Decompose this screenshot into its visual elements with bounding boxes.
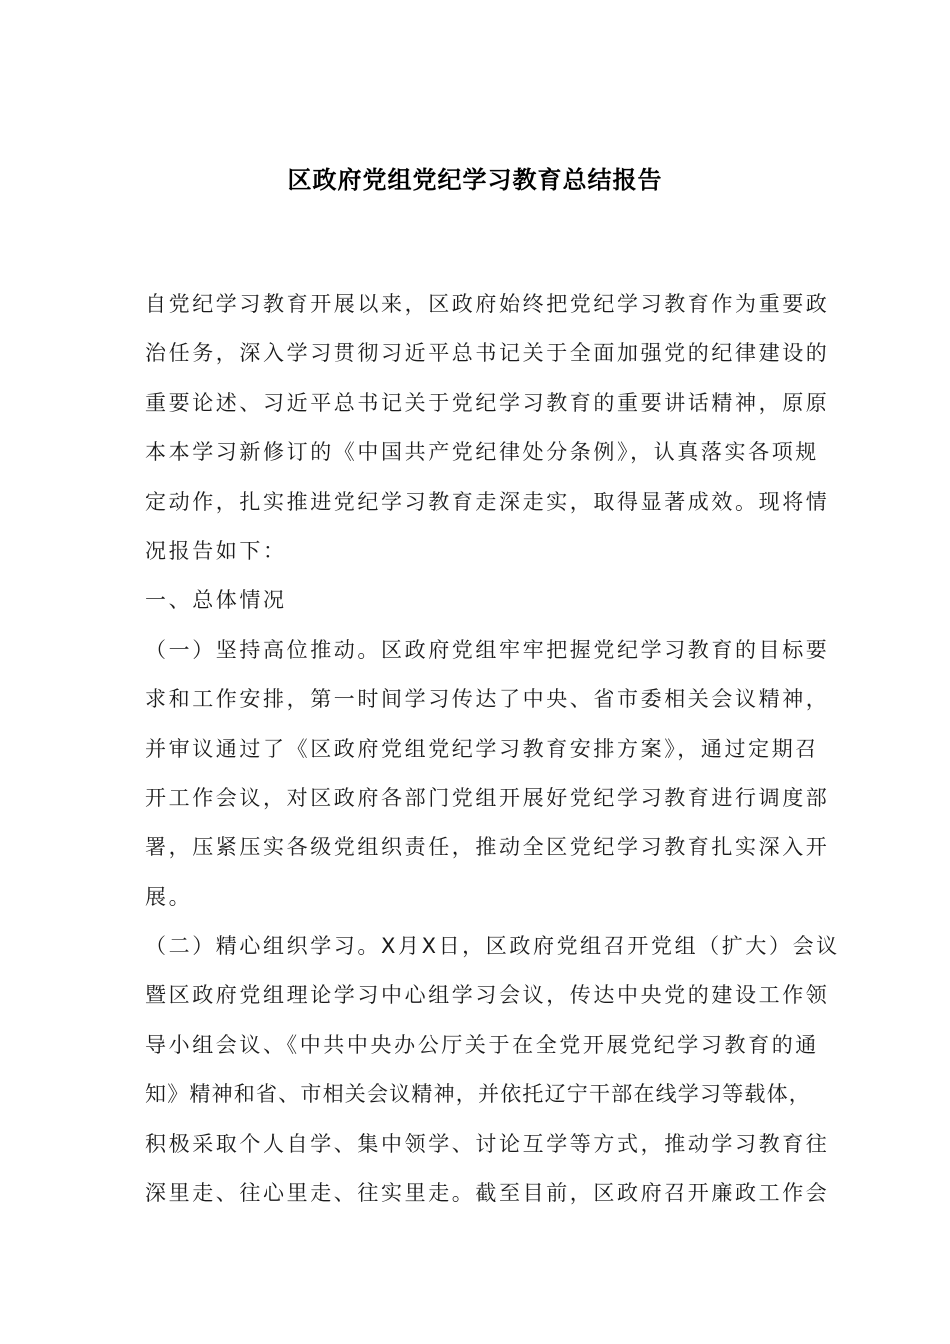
paragraph-line: （二）精心组织学习。X月X日，区政府党组召开党组（扩大）会议 (145, 934, 840, 959)
paragraph-line: 积极采取个人自学、集中领学、讨论互学等方式，推动学习教育往 (145, 1131, 830, 1156)
paragraph-line: 并审议通过了《区政府党组党纪学习教育安排方案》，通过定期召 (145, 736, 819, 761)
paragraph-line: 开工作会议，对区政府各部门党组开展好党纪学习教育进行调度部 (145, 785, 830, 810)
paragraph-line: 本本学习新修订的《中国共产党纪律处分条例》，认真落实各项规 (145, 440, 819, 465)
section-heading: 一、总体情况 (145, 588, 287, 613)
paragraph-line: 自党纪学习教育开展以来，区政府始终把党纪学习教育作为重要政 (145, 292, 830, 316)
paragraph-line: 重要论述、习近平总书记关于党纪学习教育的重要讲话精神，原原 (145, 390, 830, 415)
paragraph-line: 求和工作安排，第一时间学习传达了中央、省市委相关会议精神， (145, 687, 830, 712)
paragraph-line: （一）坚持高位推动。区政府党组牢牢把握党纪学习教育的目标要 (145, 637, 830, 662)
paragraph-line: 署，压紧压实各级党组织责任，推动全区党纪学习教育扎实深入开 (145, 835, 830, 860)
paragraph-line: 暨区政府党组理论学习中心组学习会议，传达中央党的建设工作领 (145, 983, 830, 1008)
document-body (145, 280, 840, 1218)
document-title: 区政府党组党纪学习教育总结报告 (287, 165, 663, 194)
paragraph-line: 知》精神和省、市相关会议精神，并依托辽宁干部在线学习等载体， (145, 1082, 811, 1107)
paragraph-line: 导小组会议、《中共中央办公厅关于在全党开展党纪学习教育的通 (145, 1032, 819, 1057)
paragraph-line: 治任务，深入学习贯彻习近平总书记关于全面加强党的纪律建设的 (145, 341, 830, 366)
paragraph-line: 展。 (145, 884, 193, 909)
paragraph-line: 定动作，扎实推进党纪学习教育走深走实，取得显著成效。现将情 (145, 489, 830, 514)
paragraph-line: 深里走、往心里走、往实里走。截至目前，区政府召开廉政工作会 (145, 1181, 830, 1206)
paragraph-line: 况报告如下： (145, 538, 287, 563)
